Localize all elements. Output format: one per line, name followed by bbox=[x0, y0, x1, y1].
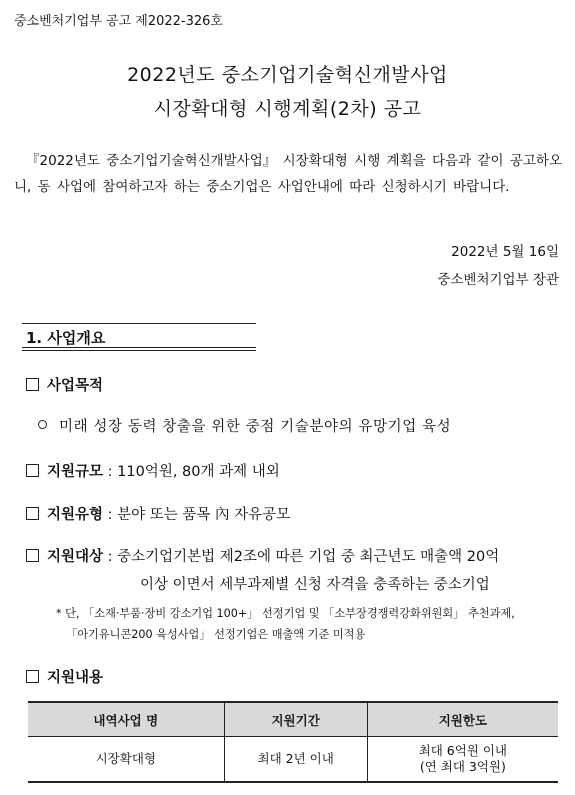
section-title: 1. 사업개요 bbox=[26, 329, 106, 347]
section-rule-bottom-double bbox=[22, 350, 256, 351]
purpose-label: 사업목적 bbox=[47, 378, 104, 394]
square-bullet-icon bbox=[26, 670, 39, 683]
square-bullet-icon bbox=[26, 507, 39, 520]
limit-line2: (연 최대 3억원) bbox=[419, 759, 506, 774]
content-item bbox=[26, 666, 103, 687]
header-support-limit: 지원한도 bbox=[367, 702, 558, 737]
target-value-line1: : 중소기업기본법 제2조에 따른 기업 중 최근년도 매출액 20억 bbox=[107, 549, 500, 565]
square-bullet-icon bbox=[26, 464, 39, 477]
table-header-row bbox=[28, 702, 558, 737]
target-item bbox=[26, 545, 499, 566]
cell-support-limit bbox=[367, 737, 558, 783]
target-note-line1: * 단, 「소재·부품·장비 강소기업 100+」 선정기업 및 「소부장경쟁력강화위원회」 추천과제, bbox=[56, 607, 515, 620]
notice-number: 중소벤처기업부 공고 제2022-326호 bbox=[14, 14, 223, 29]
scale-label: 지원규모 bbox=[47, 464, 104, 480]
target-note-line2: 「아기유니콘200 육성사업」 선정기업은 매출액 기준 미적용 bbox=[66, 628, 366, 641]
issuer-name: 중소벤처기업부 장관 bbox=[437, 272, 559, 288]
support-table bbox=[28, 701, 558, 783]
square-bullet-icon bbox=[26, 378, 39, 391]
header-program-name: 내역사업 명 bbox=[28, 702, 224, 737]
header-support-period: 지원기간 bbox=[224, 702, 367, 737]
cell-support-period: 최대 2년 이내 bbox=[224, 737, 367, 783]
cell-program-name: 시장확대형 bbox=[28, 737, 224, 783]
limit-line1: 최대 6억원 이내 bbox=[418, 743, 508, 758]
intro-paragraph: 『2022년도 중소기업기술혁신개발사업』 시장확대형 시행 계획을 다음과 같이 공고하오니, 동 사업에 참여하고자 하는 중소기업은 사업안내에 따라 신청하시기 바랍니다. bbox=[14, 153, 562, 195]
type-item bbox=[26, 503, 290, 524]
section-rule-top bbox=[22, 323, 256, 324]
purpose-detail-text: 미래 성장 동력 창출을 위한 중점 기술분야의 유망기업 육성 bbox=[59, 419, 452, 435]
circle-bullet-icon bbox=[38, 420, 47, 429]
type-value: : 분야 또는 품목 內 자유공모 bbox=[107, 507, 291, 523]
scale-value: : 110억원, 80개 과제 내외 bbox=[107, 464, 280, 480]
purpose-detail bbox=[38, 415, 451, 436]
table-row bbox=[28, 737, 558, 783]
announcement-date: 2022년 5월 16일 bbox=[451, 244, 559, 260]
purpose-item bbox=[26, 374, 103, 395]
target-value-line2: 이상 이면서 세부과제별 신청 자격을 충족하는 중소기업 bbox=[140, 577, 490, 593]
document-title-line1: 2022년도 중소기업기술혁신개발사업 bbox=[127, 64, 448, 86]
target-label: 지원대상 bbox=[47, 549, 104, 565]
document-title-line2: 시장확대형 시행계획(2차) 공고 bbox=[153, 98, 422, 120]
section-rule-bottom bbox=[22, 347, 256, 348]
content-label: 지원내용 bbox=[47, 670, 104, 686]
scale-item bbox=[26, 460, 280, 481]
type-label: 지원유형 bbox=[47, 507, 104, 523]
square-bullet-icon bbox=[26, 549, 39, 562]
